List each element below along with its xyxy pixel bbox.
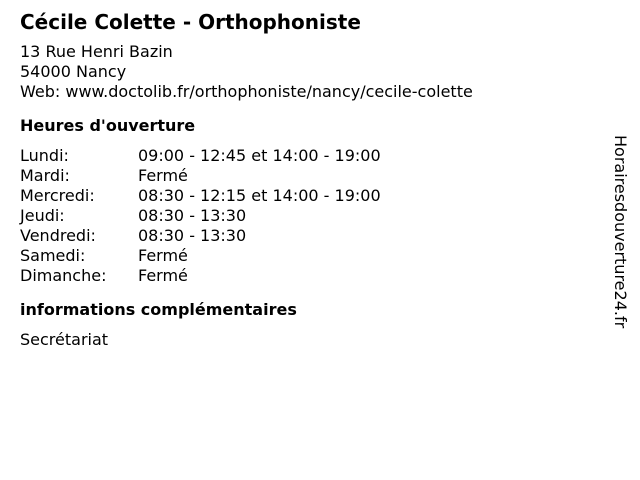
day-hours: Fermé <box>138 166 188 185</box>
day-hours: 08:30 - 13:30 <box>138 206 247 225</box>
day-hours: 08:30 - 13:30 <box>138 226 247 245</box>
info-heading: informations complémentaires <box>20 300 297 319</box>
day-hours: 09:00 - 12:45 et 14:00 - 19:00 <box>138 146 381 165</box>
hours-row-wednesday <box>20 186 600 206</box>
day-label: Mardi: <box>20 166 70 185</box>
website-line: Web: www.doctolib.fr/orthophoniste/nancy/cecile-colette <box>20 82 473 101</box>
hours-heading: Heures d'ouverture <box>20 116 196 135</box>
site-watermark: Horairesdouverture24.fr <box>611 135 630 329</box>
address-block <box>20 42 600 102</box>
hours-row-saturday <box>20 246 600 266</box>
hours-row-monday <box>20 146 600 166</box>
hours-table <box>20 146 600 286</box>
address-street: 13 Rue Henri Bazin <box>20 42 173 61</box>
hours-row-sunday <box>20 266 600 286</box>
day-label: Lundi: <box>20 146 69 165</box>
day-hours: Fermé <box>138 266 188 285</box>
hours-row-tuesday <box>20 166 600 186</box>
business-card <box>20 10 600 350</box>
info-text: Secrétariat <box>20 330 109 349</box>
hours-row-friday <box>20 226 600 246</box>
address-city: 54000 Nancy <box>20 62 127 81</box>
day-label: Mercredi: <box>20 186 95 205</box>
day-label: Dimanche: <box>20 266 107 285</box>
day-label: Samedi: <box>20 246 86 265</box>
page-title: Cécile Colette - Orthophoniste <box>20 10 361 34</box>
day-label: Vendredi: <box>20 226 96 245</box>
day-label: Jeudi: <box>20 206 65 225</box>
day-hours: Fermé <box>138 246 188 265</box>
day-hours: 08:30 - 12:15 et 14:00 - 19:00 <box>138 186 381 205</box>
hours-row-thursday <box>20 206 600 226</box>
